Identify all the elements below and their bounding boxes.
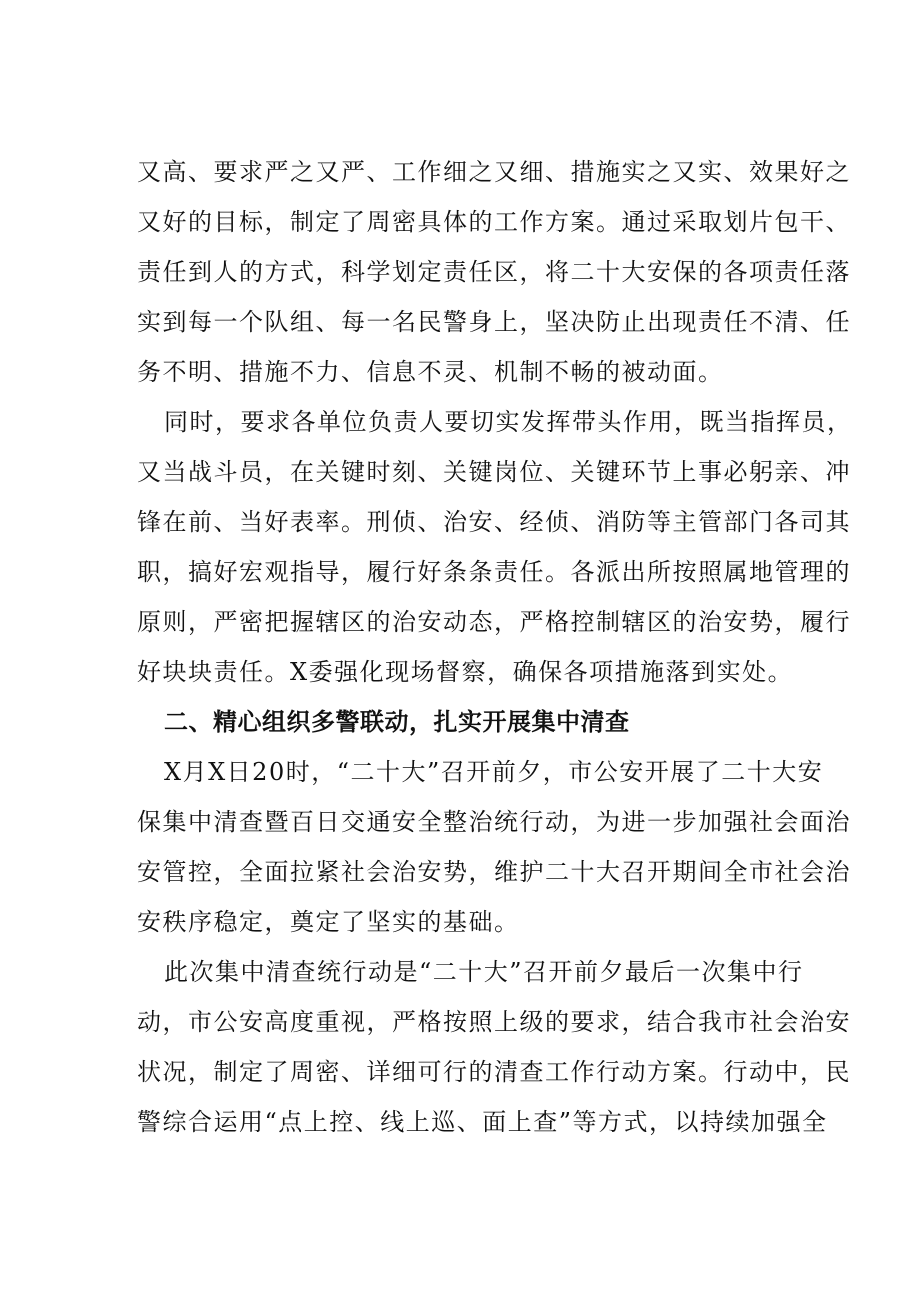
- body-text-line: 原则，严密把握辖区的治安动态，严格控制辖区的治安势，履行: [137, 608, 851, 636]
- body-text-line: 锋在前、当好表率。刑侦、治安、经侦、消防等主管部门各司其: [137, 508, 851, 536]
- body-text-line: 又好的目标，制定了周密具体的工作方案。通过采取划片包干、: [137, 208, 851, 236]
- body-text-line: 好块块责任。X委强化现场督察，确保各项措施落到实处。: [137, 658, 794, 686]
- section-heading: 二、精心组织多警联动，扎实开展集中清查: [164, 708, 630, 736]
- body-text-line: 责任到人的方式，科学划定责任区，将二十大安保的各项责任落: [137, 258, 851, 286]
- body-text-line: 状况，制定了周密、详细可行的清查工作行动方案。行动中，民: [137, 1058, 851, 1086]
- body-text-line: 此次集中清查统行动是“二十大”召开前夕最后一次集中行: [164, 958, 804, 986]
- body-text-line: 又高、要求严之又严、工作细之又细、措施实之又实、效果好之: [137, 158, 851, 186]
- body-text-line: X月X日20时，“二十大”召开前夕，市公安开展了二十大安: [164, 758, 824, 786]
- body-text-line: 动，市公安高度重视，严格按照上级的要求，结合我市社会治安: [137, 1008, 851, 1036]
- body-text-line: 务不明、措施不力、信息不灵、机制不畅的被动面。: [137, 358, 724, 386]
- body-text-line: 警综合运用“点上控、线上巡、面上查”等方式，以持续加强全: [137, 1108, 828, 1136]
- body-text-line: 安秩序稳定，奠定了坚实的基础。: [137, 908, 520, 936]
- body-text-line: 保集中清查暨百日交通安全整治统行动，为进一步加强社会面治: [137, 808, 851, 836]
- body-text-line: 实到每一个队组、每一名民警身上，坚决防止出现责任不清、任: [137, 308, 851, 336]
- body-text-line: 安管控，全面拉紧社会治安势，维护二十大召开期间全市社会治: [137, 858, 851, 886]
- body-text-line: 又当战斗员，在关键时刻、关键岗位、关键环节上事必躬亲、冲: [137, 458, 851, 486]
- body-text-line: 同时，要求各单位负责人要切实发挥带头作用，既当指挥员，: [164, 408, 853, 436]
- body-text-line: 职，搞好宏观指导，履行好条条责任。各派出所按照属地管理的: [137, 558, 851, 586]
